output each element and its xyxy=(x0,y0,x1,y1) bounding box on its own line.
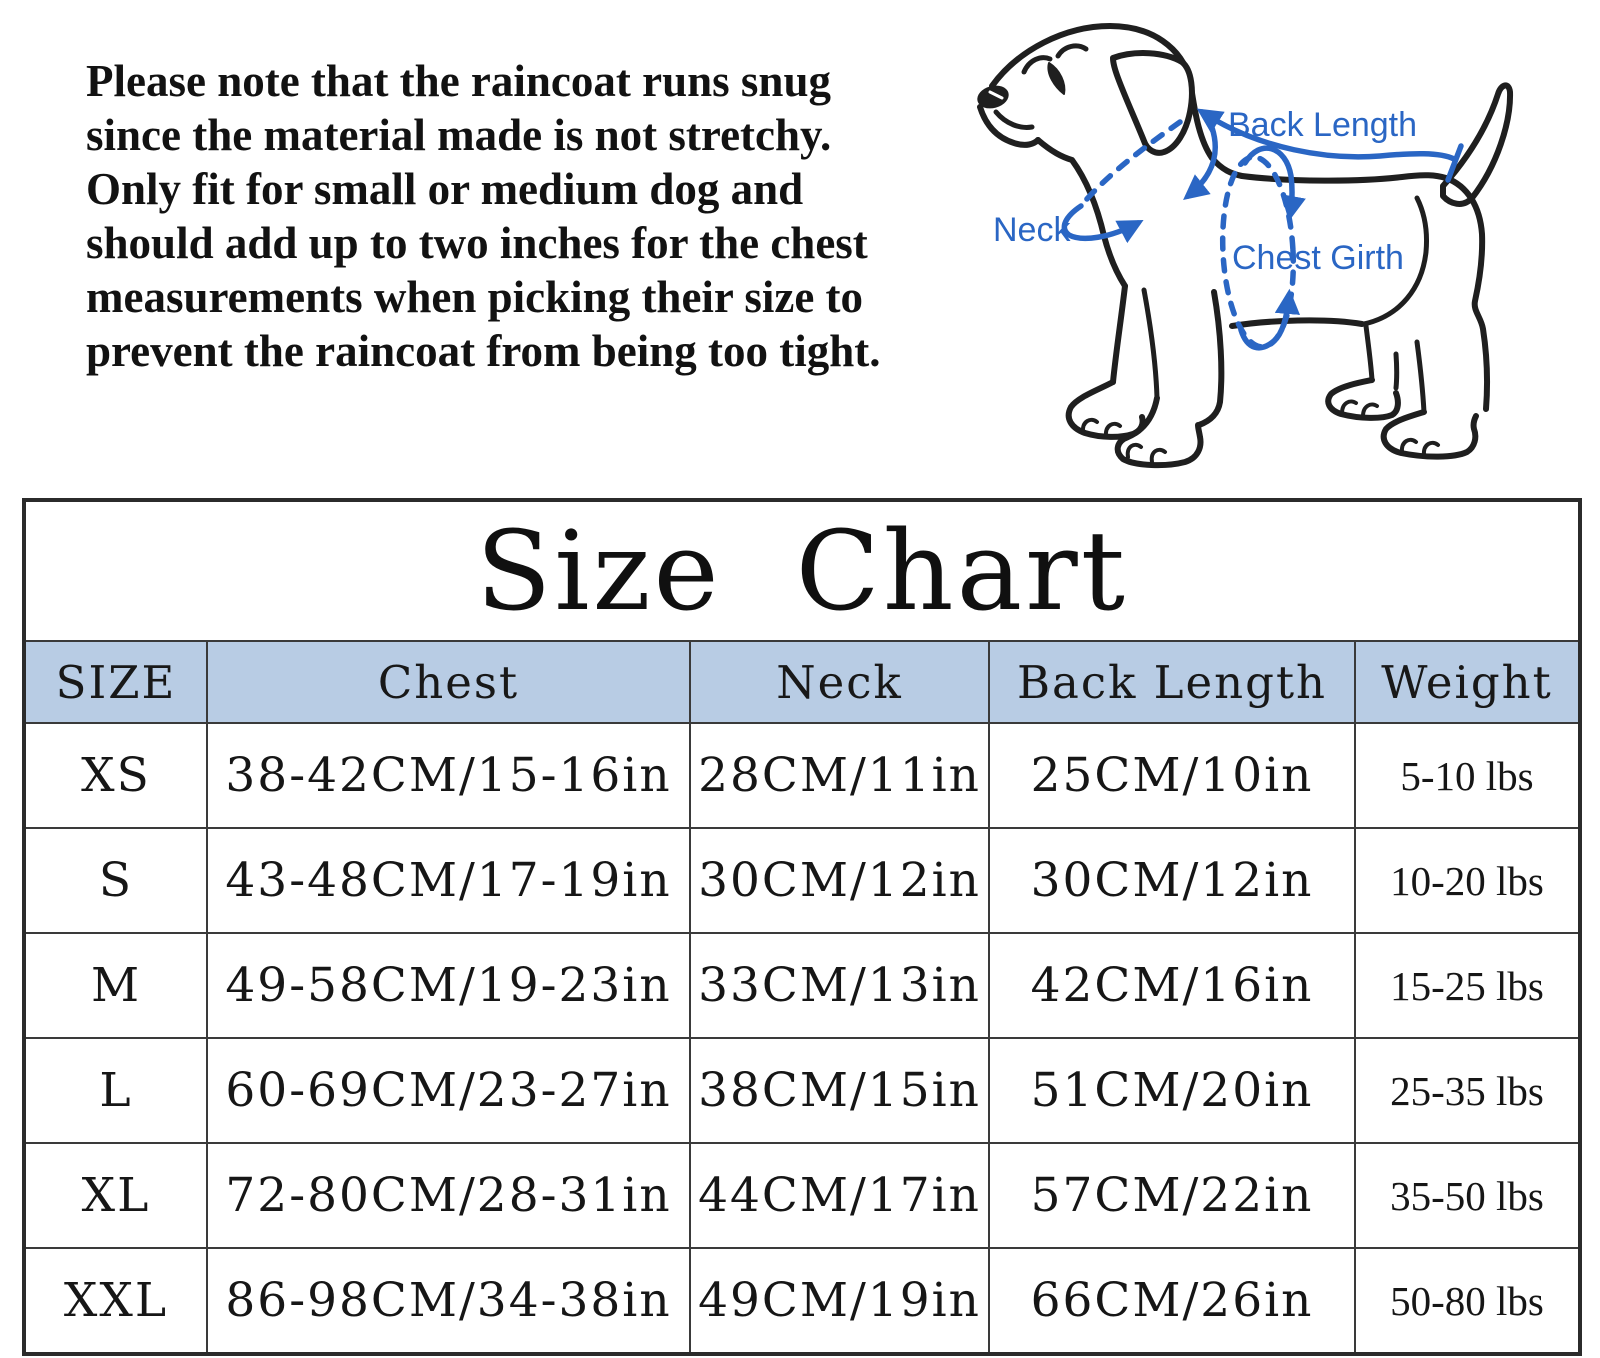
dog-rear-outline xyxy=(1446,178,1487,409)
dog-eye xyxy=(1048,63,1064,94)
table-row xyxy=(24,723,1580,828)
size-cell: L xyxy=(24,1038,207,1143)
table-row xyxy=(24,933,1580,1038)
neck-cell: 49CM/19in xyxy=(690,1248,989,1354)
col-header-back-length: Back Length xyxy=(989,641,1355,723)
neck-cell: 38CM/15in xyxy=(690,1038,989,1143)
neck-cell: 33CM/13in xyxy=(690,933,989,1038)
note-line: prevent the raincoat from being too tight. xyxy=(86,326,881,376)
dog-eyebrow xyxy=(1058,46,1086,56)
table-header-row xyxy=(24,641,1580,723)
dog-measurement-diagram xyxy=(930,0,1600,480)
dog-mouth xyxy=(996,112,1032,127)
neck-cell: 28CM/11in xyxy=(690,723,989,828)
table-row xyxy=(24,1248,1580,1354)
neck-cell: 44CM/17in xyxy=(690,1143,989,1248)
size-chart-table xyxy=(22,498,1582,1356)
size-cell: XL xyxy=(24,1143,207,1248)
weight-cell: 50-80 lbs xyxy=(1355,1248,1580,1354)
chest-cell: 72-80CM/28-31in xyxy=(207,1143,690,1248)
back-length-cell: 42CM/16in xyxy=(989,933,1355,1038)
size-cell: XS xyxy=(24,723,207,828)
dog-front-paw-far xyxy=(1118,398,1201,465)
back-length-label: Back Length xyxy=(1228,106,1418,144)
size-cell: M xyxy=(24,933,207,1038)
raincoat-note xyxy=(86,54,881,378)
size-chart-title: Size Chart xyxy=(24,500,1580,641)
col-header-size: SIZE xyxy=(24,641,207,723)
weight-cell: 25-35 lbs xyxy=(1355,1038,1580,1143)
chest-cell: 38-42CM/15-16in xyxy=(207,723,690,828)
table-row xyxy=(24,1143,1580,1248)
chest-cell: 49-58CM/19-23in xyxy=(207,933,690,1038)
dog-head-outline xyxy=(992,26,1242,176)
neck-cell: 30CM/12in xyxy=(690,828,989,933)
col-header-weight: Weight xyxy=(1355,641,1580,723)
chest-girth-label: Chest Girth xyxy=(1232,239,1404,277)
dog-ear xyxy=(1113,53,1192,153)
note-line: Please note that the raincoat runs snug xyxy=(86,56,831,106)
note-line: should add up to two inches for the chest xyxy=(86,218,868,268)
back-length-cell: 25CM/10in xyxy=(989,723,1355,828)
dog-tail xyxy=(1443,85,1510,204)
table-row xyxy=(24,828,1580,933)
back-length-cell: 51CM/20in xyxy=(989,1038,1355,1143)
neck-label: Neck xyxy=(993,211,1071,249)
weight-cell: 10-20 lbs xyxy=(1355,828,1580,933)
note-line: Only fit for small or medium dog and xyxy=(86,164,804,214)
size-cell: S xyxy=(24,828,207,933)
note-line: measurements when picking their size to xyxy=(86,272,864,322)
dog-rear-paw xyxy=(1384,412,1476,457)
chest-cell: 60-69CM/23-27in xyxy=(207,1038,690,1143)
chest-cell: 43-48CM/17-19in xyxy=(207,828,690,933)
weight-cell: 5-10 lbs xyxy=(1355,723,1580,828)
weight-cell: 15-25 lbs xyxy=(1355,933,1580,1038)
dog-belly xyxy=(1232,320,1362,326)
table-row xyxy=(24,1038,1580,1143)
note-line: since the material made is not stretchy. xyxy=(86,110,832,160)
back-length-cell: 30CM/12in xyxy=(989,828,1355,933)
back-length-cell: 66CM/26in xyxy=(989,1248,1355,1354)
size-cell: XXL xyxy=(24,1248,207,1354)
chest-cell: 86-98CM/34-38in xyxy=(207,1248,690,1354)
weight-cell: 35-50 lbs xyxy=(1355,1143,1580,1248)
col-header-neck: Neck xyxy=(690,641,989,723)
col-header-chest: Chest xyxy=(207,641,690,723)
dog-brow xyxy=(1024,58,1050,72)
back-length-cell: 57CM/22in xyxy=(989,1143,1355,1248)
